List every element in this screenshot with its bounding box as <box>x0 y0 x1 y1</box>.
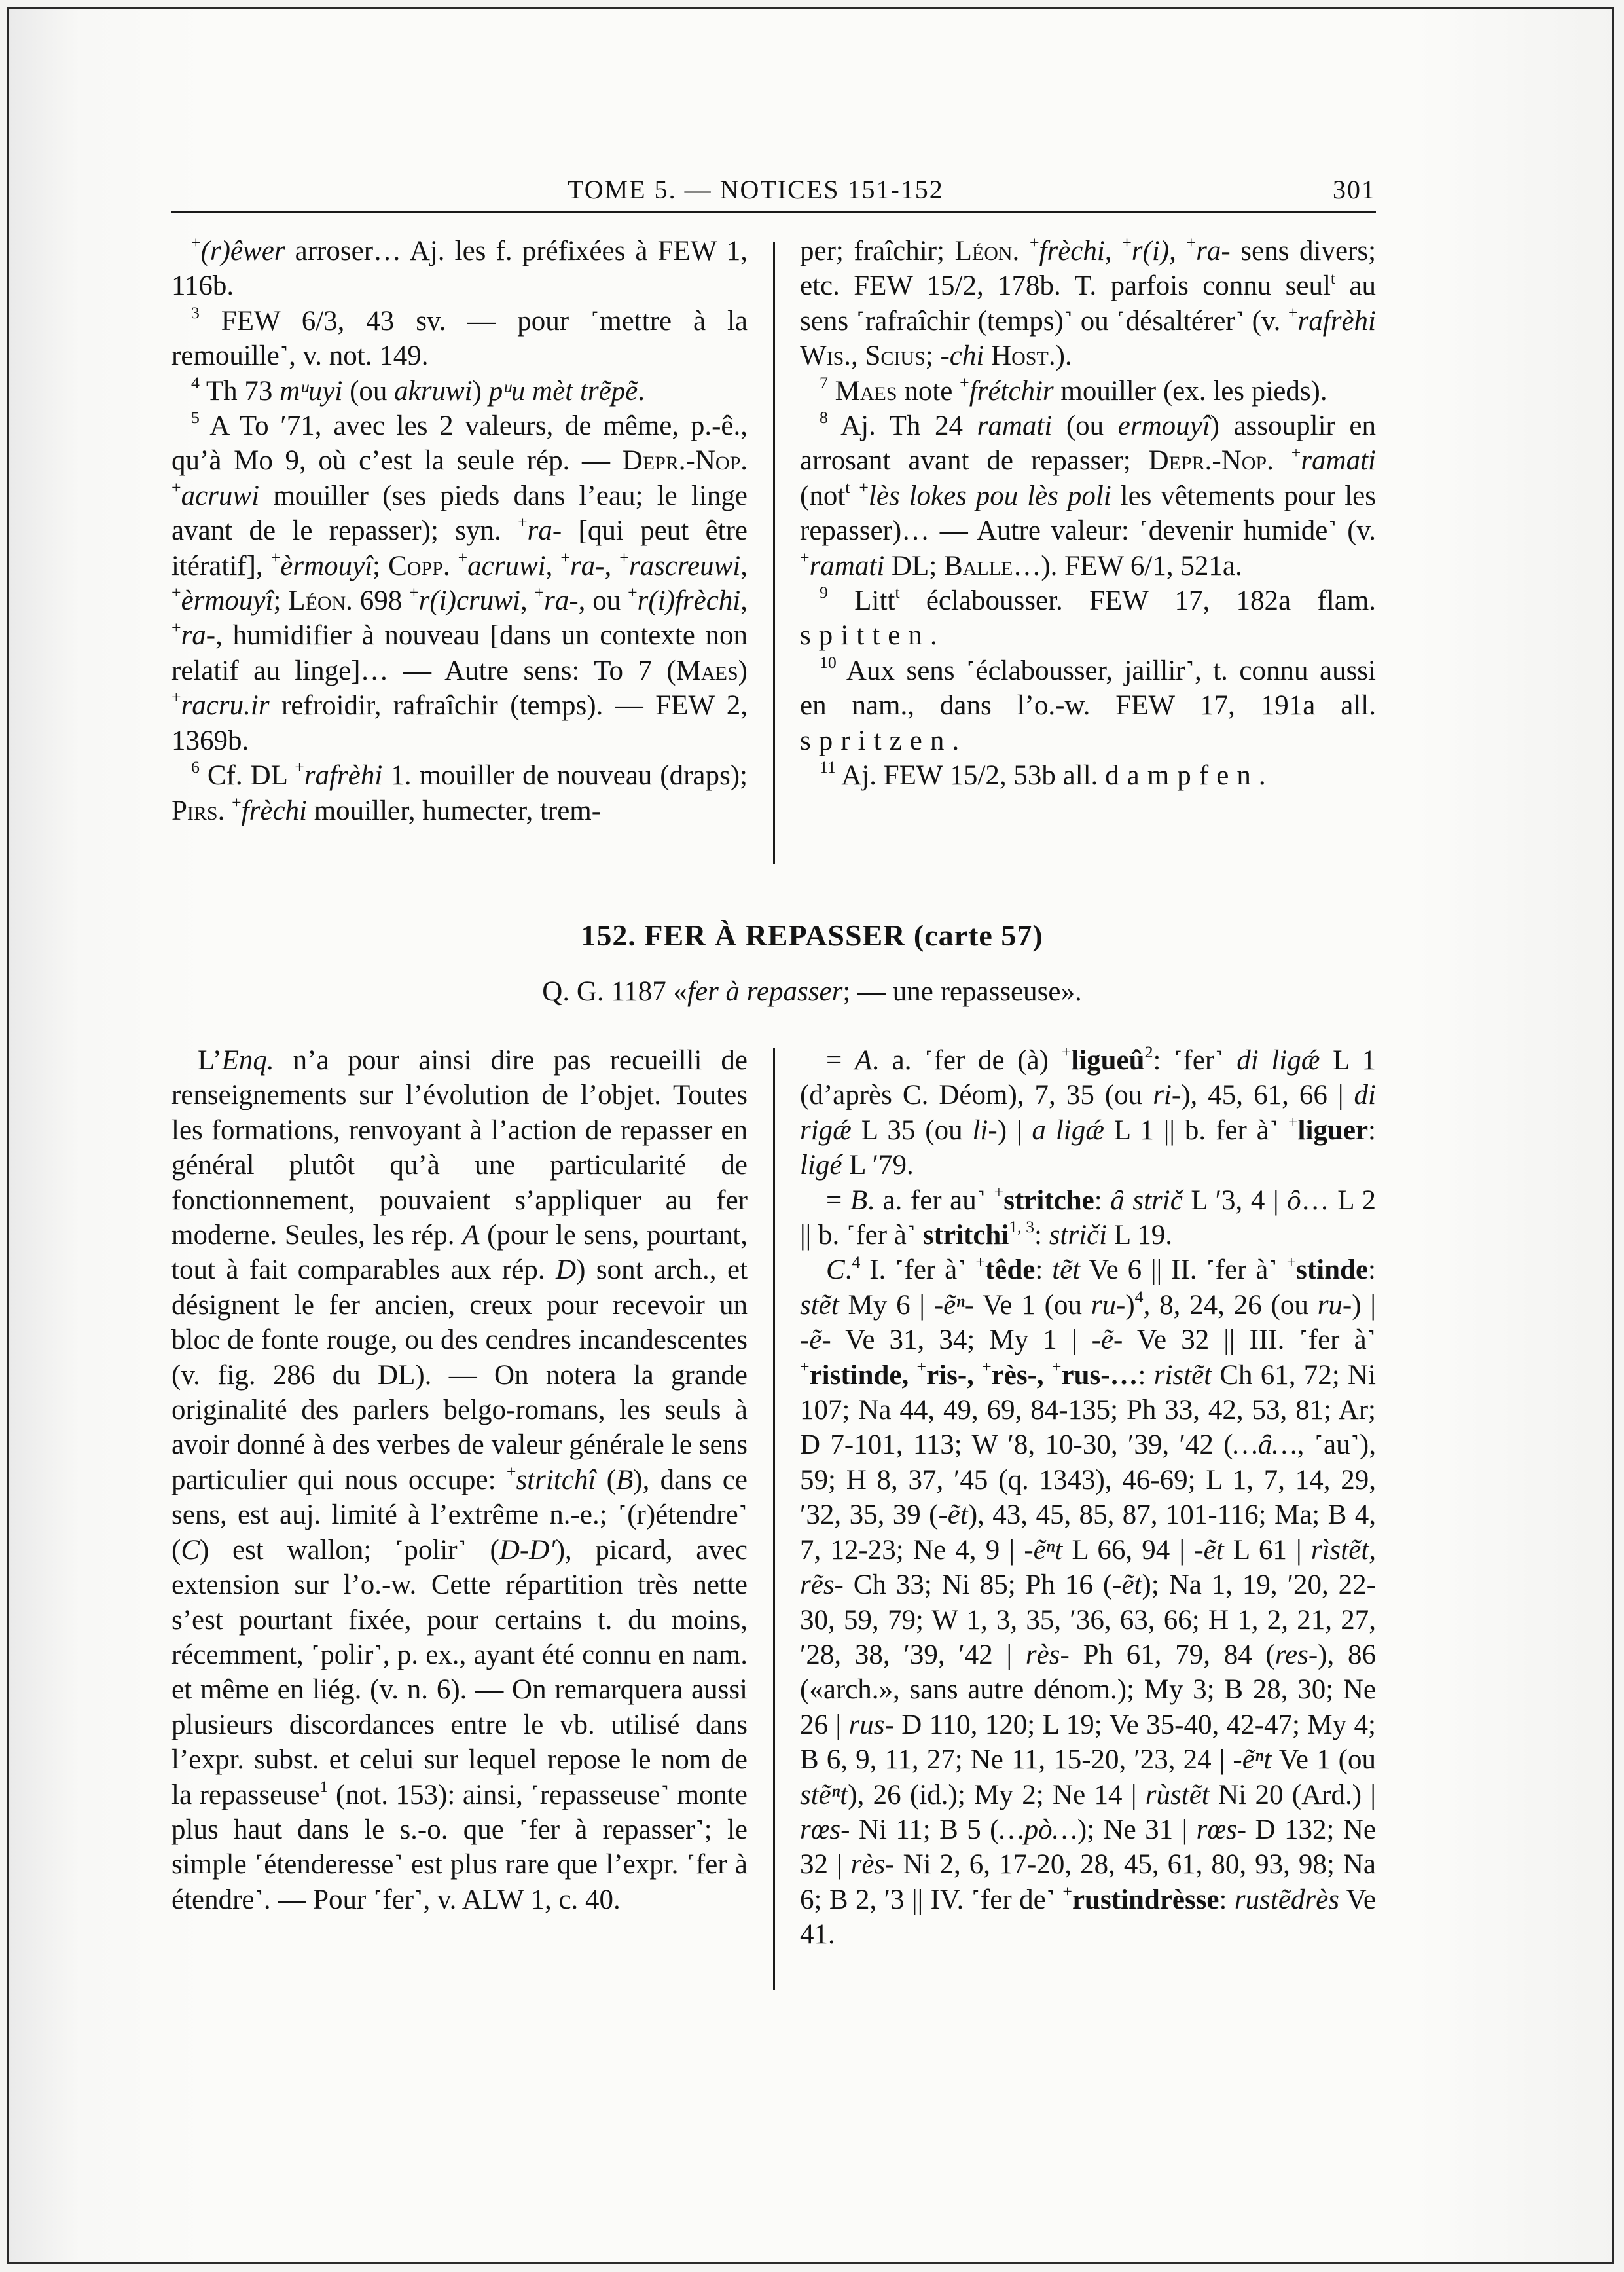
superscript-marker: + <box>171 617 181 637</box>
text-run: stritche <box>1003 1184 1094 1216</box>
superscript-marker: + <box>1288 1112 1298 1131</box>
footnote <box>800 234 1376 374</box>
text-run: lès lokes pou lès poli <box>868 480 1111 511</box>
text-run: ru- <box>1317 1289 1352 1321</box>
text-run: Ve 41. <box>800 1884 1376 1951</box>
text-run: r(i) <box>1131 236 1170 266</box>
superscript-marker: + <box>859 477 869 497</box>
text-run <box>828 376 835 407</box>
text-run: = <box>826 1184 850 1216</box>
text-run: L ′79. <box>842 1150 914 1181</box>
text-run: ȏ <box>1287 1184 1301 1216</box>
text-run: Ni 20 (Ard.) | <box>1209 1779 1376 1810</box>
text-run: rus-… <box>1061 1359 1138 1391</box>
text-run: Litt <box>827 585 895 617</box>
text-run: Maes <box>676 655 738 686</box>
text-run <box>450 551 458 581</box>
text-run: Copp. <box>388 550 450 581</box>
running-title: TOME 5. — NOTICES 151-152 <box>568 175 944 204</box>
text-run: -ẽt <box>1112 1569 1142 1601</box>
text-run: L 19. <box>1107 1220 1173 1251</box>
body-paragraph <box>800 1043 1376 1183</box>
text-run: ramati <box>977 411 1053 442</box>
text-run: frétchir <box>969 375 1054 407</box>
text-run: FEW 6/3, 43 sv. — pour ˹mettre à la remouille˺, v. not. 149. <box>171 305 748 372</box>
text-run: mᵘuyi <box>280 375 343 407</box>
text-run <box>1274 445 1291 476</box>
superscript-marker: + <box>1061 1042 1072 1062</box>
superscript-marker: + <box>800 1357 810 1376</box>
footnote <box>800 758 1376 793</box>
superscript-marker: 5 <box>191 408 200 428</box>
footnote <box>171 234 748 304</box>
text-run: rìstẽt, rẽs- <box>800 1534 1377 1601</box>
text-run: Depr.-Nop. <box>1148 445 1274 477</box>
text-run: : <box>1035 1255 1053 1286</box>
text-run: …). FEW 6/1, 521a. <box>1013 550 1242 581</box>
column-divider-body <box>773 1048 775 1990</box>
text-run: ) <box>472 375 489 407</box>
text-run: ; <box>372 550 389 581</box>
body-paragraph <box>171 1043 748 1917</box>
text-run: Wis. <box>800 340 852 372</box>
text-run: stritchî <box>516 1464 596 1495</box>
superscript-marker: + <box>534 583 545 602</box>
text-run: (not. 153): ainsi, ˹repasseuse˺ monte plus haut dans le s.-o. que ˹fer à repasser˺; le simple ˹étenderesse˺ est plus rare que l’expr. ˹fer à étendre˺. — Pour ˹fer˺, v. ALW 1, c. 40. <box>171 1779 748 1915</box>
text-run: stẽt <box>800 1289 839 1321</box>
text-run <box>984 340 991 371</box>
text-run: Th 73 <box>199 375 280 407</box>
text-run: L ′3, 4 | <box>1182 1184 1288 1216</box>
superscript-marker: 4 <box>191 373 200 392</box>
text-run: ramati <box>809 550 885 581</box>
text-run: , ou <box>578 585 628 617</box>
text-run: B <box>850 1184 868 1216</box>
text-run: L 1 (d’après C. Déom), 7, 35 (ou <box>800 1045 1376 1111</box>
text-run: I. ˹fer à˺ <box>860 1255 976 1286</box>
superscript-marker: 6 <box>191 758 200 777</box>
text-run: Aj. Th 24 <box>827 411 977 442</box>
text-run: èrmouyî <box>181 585 274 617</box>
text-run: Ve 1 (ou <box>974 1289 1091 1321</box>
text-run: rœs- <box>1196 1814 1247 1845</box>
text-run: ramati <box>1301 445 1376 477</box>
text-run: ), dans ce sens, est auj. limité à l’extrême n.-e.; ˹(r)étendre˺ ( <box>171 1464 748 1566</box>
text-run: ( <box>596 1464 616 1495</box>
text-run: L 1 || b. fer à˺ <box>1104 1114 1288 1146</box>
text-run: , <box>545 550 561 581</box>
body-left-column <box>171 1043 748 1917</box>
text-run: stinde <box>1296 1255 1369 1286</box>
text-run: Enq. <box>221 1045 274 1076</box>
superscript-marker: + <box>1291 443 1301 462</box>
footnotes-left-column <box>171 234 748 828</box>
text-run: Ni 11; B 5 ( <box>850 1814 1000 1845</box>
text-run: ), picard, avec extension sur l’o.-w. Cette répartition très nette s’est pourtant fixée, pour certains t. du moins, récemment, ˹polir˺, p. ex., ayant été connu en nam. et même en liég. (v. n. 6). — On remarquera aussi plusieurs discordances entre le vb. utilisé dans l’expr. subst. et celui sur lequel repose le nom de la repasseuse <box>171 1534 748 1810</box>
text-run: A <box>854 1045 873 1076</box>
text-run: ristinde, <box>809 1359 917 1391</box>
text-run: Host. <box>991 340 1056 372</box>
text-run: spitten <box>800 620 930 651</box>
body-right-column <box>800 1043 1376 1952</box>
text-run: , <box>520 585 535 617</box>
text-run: -ẽⁿ- <box>933 1289 975 1321</box>
text-run: Léon. <box>954 236 1020 266</box>
text-run: racru.ir <box>181 690 270 722</box>
text-run: Ch 61, 72; Ni 107; Na 44, 49, 69, 84-135; Ph 33, 42, 53, 81; Ar; D 7-101, 113; W ′8, 10-30, ′39, ′42 ( <box>800 1359 1376 1461</box>
text-run: Ch 33; Ni 85; Ph 16 ( <box>843 1569 1113 1601</box>
text-run: dampfen <box>1105 760 1259 792</box>
text-run: , <box>740 550 748 581</box>
text-run: ), 45, 61, 66 | <box>1181 1080 1354 1111</box>
text-run: ), 43, 45, 85, 87, 101-116; Ma; B 4, 7, 12-23; Ne 4, 9 | <box>800 1499 1376 1566</box>
text-run: mouiller (ex. les pieds). <box>1053 375 1327 407</box>
superscript-marker: 10 <box>820 652 837 672</box>
footnote <box>171 758 748 828</box>
text-run: rùstẽt <box>1145 1779 1210 1810</box>
text-run: : <box>1368 1114 1376 1146</box>
text-run: 1. mouiller de nouveau (draps); <box>382 760 748 792</box>
text-run: ); Ne 31 | <box>1077 1814 1197 1845</box>
superscript-marker: t <box>1330 268 1336 287</box>
body-paragraph <box>800 1183 1376 1253</box>
superscript-marker: 1 <box>319 1776 329 1796</box>
text-run <box>1019 236 1030 266</box>
text-run: : <box>1368 1255 1376 1286</box>
text-run: r(i)frèchi <box>637 585 741 617</box>
text-run: ra- <box>569 550 605 581</box>
text-run: Léon. <box>288 585 353 617</box>
text-run: stritchi <box>922 1220 1009 1251</box>
text-run: -ẽ- <box>1091 1325 1123 1356</box>
text-run: , <box>740 585 748 617</box>
text-run: rœs- <box>800 1814 850 1845</box>
text-run: : <box>1219 1884 1235 1915</box>
text-run: … L 2 || b. ˹fer à˺ <box>800 1184 1376 1251</box>
text-run: …ȃ… <box>1233 1429 1297 1461</box>
superscript-marker: 3 <box>191 302 200 322</box>
text-run: Aj. FEW 15/2, 53b all. <box>835 760 1106 792</box>
superscript-marker: 4 <box>1134 1287 1144 1306</box>
page-number: 301 <box>1333 175 1376 204</box>
text-run: ȃ strič <box>1110 1184 1183 1216</box>
text-run: -ẽⁿt <box>1233 1744 1272 1776</box>
text-run: rascreuwi <box>628 550 741 581</box>
text-run: ligueû <box>1071 1045 1145 1076</box>
text-run: -ẽ- <box>800 1325 831 1356</box>
text-run: , <box>851 340 865 372</box>
text-run: rès- <box>850 1849 895 1880</box>
text-run: ) sont arch., et désignent le fer ancien, creux pour recevoir un bloc de fonte rouge, ou des cendres incandescentes (v. fig. 286 du DL). — On notera la grande originalité des parlers belgo-romans, les seuls à avoir donné à des verbes de valeur générale le sens particulier qui nous occupe: <box>171 1255 748 1495</box>
superscript-marker: + <box>916 1357 927 1376</box>
text-run: tẽt <box>1052 1255 1081 1286</box>
text-run: li- <box>972 1114 998 1146</box>
superscript-marker: 8 <box>820 408 828 428</box>
text-run: au sens ˹rafraîchir (temps)˺ ou ˹désaltérer˺ (v. <box>800 270 1376 337</box>
text-run: rès- <box>1025 1639 1070 1670</box>
text-run: D <box>556 1255 577 1286</box>
text-run: : <box>1034 1220 1049 1251</box>
text-run: Q. G. 1187 « <box>542 976 688 1007</box>
text-run: refroidir, rafraîchir (temps). — FEW 2, 1369b. <box>171 690 748 756</box>
superscript-marker: t <box>895 583 900 602</box>
superscript-marker: + <box>560 547 570 567</box>
superscript-marker: 11 <box>820 758 836 777</box>
text-run: di ligǽ <box>1236 1045 1320 1076</box>
text-run: . <box>952 725 960 756</box>
text-run: rustẽdrès <box>1234 1884 1339 1915</box>
text-run: 698 <box>352 585 410 617</box>
text-run: rafrèhi <box>1297 305 1376 337</box>
superscript-marker: + <box>1186 233 1197 253</box>
text-run: ) | <box>997 1114 1032 1146</box>
text-run: note <box>897 375 960 407</box>
text-run: C <box>826 1255 845 1286</box>
text-run: ra- <box>181 620 216 651</box>
text-run: ) <box>1125 1289 1135 1321</box>
text-run: èrmouyî <box>280 550 373 581</box>
text-run: A To ′71, avec les 2 valeurs, de même, p.-ê., qu’à Mo 9, où c’est la seule rép. — <box>171 411 748 477</box>
text-run: mouiller (ses pieds dans l’eau; le linge avant de le repasser); syn. <box>171 480 748 547</box>
text-run: liguer <box>1297 1114 1369 1146</box>
text-run: sens divers; etc. FEW 15/2, 178b. T. parfois connu seul <box>800 236 1377 302</box>
text-run: striči <box>1049 1220 1108 1251</box>
text-run: . <box>638 375 645 407</box>
text-run: . <box>929 620 937 651</box>
text-run: éclabousser. FEW 17, 182a flam. <box>899 585 1376 617</box>
text-run: -ẽⁿt <box>1024 1534 1063 1566</box>
superscript-marker: + <box>191 233 201 253</box>
text-run: ), 86 («arch.», sans autre dénom.); My 3; B 28, 30; Ne 26 | <box>800 1639 1376 1740</box>
text-run: per; fraîchir; <box>800 236 955 266</box>
superscript-marker: + <box>1051 1357 1062 1376</box>
text-run: (pour le sens, pourtant, tout à fait comparables aux rép. <box>171 1220 748 1286</box>
text-run: . a. fer au˺ <box>867 1184 994 1216</box>
text-run: , humidifier à nouveau [dans un contexte non relatif au linge]… — Autre sens: To 7 ( <box>171 620 748 686</box>
text-run: -ẽt <box>1194 1534 1224 1566</box>
superscript-marker: 2 <box>1144 1042 1153 1062</box>
superscript-marker: + <box>982 1357 992 1376</box>
superscript-marker: + <box>1062 1881 1072 1901</box>
text-run: ; — une repasseuse». <box>842 976 1082 1007</box>
text-run: ristẽt <box>1153 1359 1212 1391</box>
superscript-marker: + <box>1122 233 1132 253</box>
text-run: : <box>1138 1359 1154 1391</box>
text-run: ) est wallon; ˹polir˺ ( <box>200 1534 499 1566</box>
text-run: di rigǽ <box>800 1080 1376 1146</box>
text-run: D-D′ <box>499 1534 556 1566</box>
text-run: Ph 61, 79, 84 ( <box>1069 1639 1275 1670</box>
text-run: ra- <box>527 515 562 547</box>
superscript-marker: 7 <box>820 373 828 392</box>
footnote <box>800 583 1376 653</box>
text-run: , <box>1104 236 1123 266</box>
superscript-marker: + <box>1029 233 1039 253</box>
text-run: Ve 1 (ou <box>1271 1744 1376 1776</box>
text-run: les vêtements pour les repasser)… — Autre valeur: ˹devenir humide˺ (v. <box>800 480 1376 547</box>
text-run: fer à repasser <box>687 976 843 1007</box>
text-run: rus- <box>848 1709 894 1740</box>
text-run: ra- <box>1196 236 1231 266</box>
text-run: Ve 6 || II. ˹fer à˺ <box>1080 1255 1287 1286</box>
text-run: Scius <box>865 340 926 372</box>
footnotes-right-column <box>800 234 1376 794</box>
text-run: , 8, 24, 26 (ou <box>1143 1289 1318 1321</box>
footnote <box>800 653 1376 758</box>
text-run: , <box>1169 236 1187 266</box>
text-run: L 66, 94 | <box>1062 1534 1195 1566</box>
text-run: Pirs. <box>171 795 225 826</box>
text-run: -ẽt <box>938 1499 968 1531</box>
text-run: acruwi <box>467 550 546 581</box>
text-run: ). <box>1055 340 1072 372</box>
superscript-marker: t <box>845 477 850 497</box>
text-run: L 35 (ou <box>851 1114 973 1146</box>
superscript-marker: + <box>232 792 242 812</box>
superscript-marker: + <box>960 373 969 392</box>
text-run: frèchi <box>1039 236 1105 266</box>
superscript-marker: + <box>1288 302 1298 322</box>
superscript-marker: + <box>619 547 629 567</box>
text-run: ru- <box>1091 1289 1126 1321</box>
section-title: 152. FER À REPASSER (carte 57) <box>581 919 1043 952</box>
text-run: D 132; Ne 32 | <box>800 1814 1377 1880</box>
superscript-marker: 9 <box>820 583 828 602</box>
superscript-marker: + <box>506 1461 516 1481</box>
footnote <box>171 374 748 409</box>
text-run: Ve 32 || III. ˹fer à˺ <box>1123 1325 1376 1356</box>
text-run: Cf. DL <box>199 760 295 792</box>
text-run: têde <box>984 1255 1036 1286</box>
superscript-marker: + <box>295 758 304 777</box>
superscript-marker: + <box>171 477 181 497</box>
text-run: ), 26 (id.); My 2; Ne 14 | <box>848 1779 1146 1810</box>
column-divider-notes <box>773 242 775 864</box>
text-run: (not <box>800 480 846 511</box>
text-run: ; <box>925 340 941 372</box>
text-run: . a. ˹fer de (à) <box>872 1045 1062 1076</box>
superscript-marker: + <box>994 1182 1004 1201</box>
superscript-marker: + <box>975 1252 985 1272</box>
text-run: pᵘu mèt trẽpẽ <box>488 375 638 407</box>
text-run: ligé <box>800 1150 842 1181</box>
superscript-marker: 4 <box>852 1252 861 1272</box>
footnote <box>171 304 748 374</box>
superscript-marker: 1, 3 <box>1009 1217 1034 1237</box>
text-run: ); Na 1, 19, ′20, 22-30, 59, 79; W 1, 3, 35, ′36, 63, 66; H 1, 2, 21, 27, ′28, 38, ′39, ′42 | <box>800 1569 1376 1670</box>
text-run: A <box>462 1220 480 1251</box>
text-run: ra- <box>544 585 579 617</box>
text-run: rustindrèsse <box>1072 1884 1219 1915</box>
text-run: C <box>181 1534 200 1566</box>
footnote <box>800 409 1376 583</box>
text-run: mouiller, humecter, trem- <box>306 795 602 826</box>
text-run: ) <box>738 655 748 686</box>
text-run: -chi <box>940 340 984 372</box>
superscript-marker: + <box>171 583 181 602</box>
superscript-marker: + <box>270 547 281 567</box>
superscript-marker: + <box>628 583 638 602</box>
text-run <box>850 481 859 511</box>
text-run: ) | <box>1352 1289 1377 1321</box>
text-run <box>225 796 232 826</box>
text-run: L’ <box>198 1045 222 1076</box>
text-run: …pò… <box>999 1814 1077 1845</box>
running-header <box>171 172 1376 213</box>
text-run: : ˹fer˺ <box>1153 1045 1237 1076</box>
footnote <box>171 409 748 758</box>
superscript-marker: + <box>409 583 419 602</box>
text-run: rafrèhi <box>304 760 383 792</box>
text-run: Ve 31, 34; My 1 | <box>831 1325 1092 1356</box>
text-run: ris-, <box>926 1359 983 1391</box>
text-run: Maes <box>835 375 897 407</box>
text-run: frèchi <box>241 795 307 826</box>
text-run: (ou <box>1052 411 1118 442</box>
text-run: akruwi <box>394 375 473 407</box>
footnote <box>800 374 1376 409</box>
text-run: rès-, <box>991 1359 1052 1391</box>
text-run: = <box>826 1045 855 1076</box>
superscript-marker: + <box>800 547 810 567</box>
text-run: DL; <box>884 550 945 581</box>
text-run: D 110, 120; L 19; Ve 35-40, 42-47; My 4; B 6, 9, 11, 27; Ne 11, 15-20, ′23, 24 | <box>800 1709 1377 1776</box>
text-run: , <box>604 550 620 581</box>
text-run: n’a pour ainsi dire pas recueilli de renseignements sur l’évolution de l’objet. Toutes les formations, renvoyant à l’action de repasser en général plutôt qu’à une particularité de fonctionnement, pouvaient s’appliquer au fer moderne. Seules, les rép. <box>171 1045 748 1251</box>
text-run: , ˹au˺), 59; H 8, 37, ′45 (q. 1343), 46-69; L 1, 7, 14, 29, ′32, 35, 39 ( <box>800 1429 1376 1531</box>
superscript-marker: + <box>1286 1252 1297 1272</box>
text-run: (ou <box>342 375 395 407</box>
text-run: Balle <box>944 550 1013 581</box>
text-run: ermouyî <box>1117 411 1210 442</box>
text-run: [qui peut être itératif], <box>171 515 748 581</box>
text-run: acruwi <box>181 480 260 511</box>
text-run: B <box>615 1464 634 1495</box>
text-run: Ni 2, 6, 17-20, 28, 45, 61, 80, 93, 98; Na 6; B 2, ′3 || IV. ˹fer de˺ <box>800 1849 1377 1915</box>
text-run: L 61 | <box>1223 1534 1311 1566</box>
text-run: : <box>1094 1184 1111 1216</box>
text-run: stẽⁿt <box>800 1779 848 1810</box>
text-run: Depr.-Nop. <box>622 445 748 477</box>
text-run: arroser… Aj. les f. préfixées à FEW 1, 116b. <box>171 236 748 302</box>
text-run: ri- <box>1153 1080 1182 1111</box>
superscript-marker: + <box>518 513 528 532</box>
text-run: . <box>844 1255 852 1286</box>
section-subtitle <box>0 976 1624 1008</box>
text-run: ; <box>273 585 289 617</box>
text-run: res- <box>1274 1639 1318 1670</box>
text-run: . <box>1258 760 1266 792</box>
body-paragraph <box>800 1253 1376 1952</box>
text-run: My 6 | <box>839 1289 934 1321</box>
superscript-marker: + <box>171 687 181 707</box>
text-run: (r)êwer <box>200 236 285 266</box>
text-run: spritzen <box>800 725 952 756</box>
superscript-marker: + <box>458 547 468 567</box>
text-run: Aux sens ˹éclabousser, jaillir˺, t. connu aussi en nam., dans l’o.-w. FEW 17, 191a all. <box>800 655 1376 722</box>
text-run: a ligǽ <box>1032 1114 1104 1146</box>
text-run: ) assouplir en arrosant avant de repasser; <box>800 411 1376 477</box>
text-run: r(i)cruwi <box>418 585 520 617</box>
